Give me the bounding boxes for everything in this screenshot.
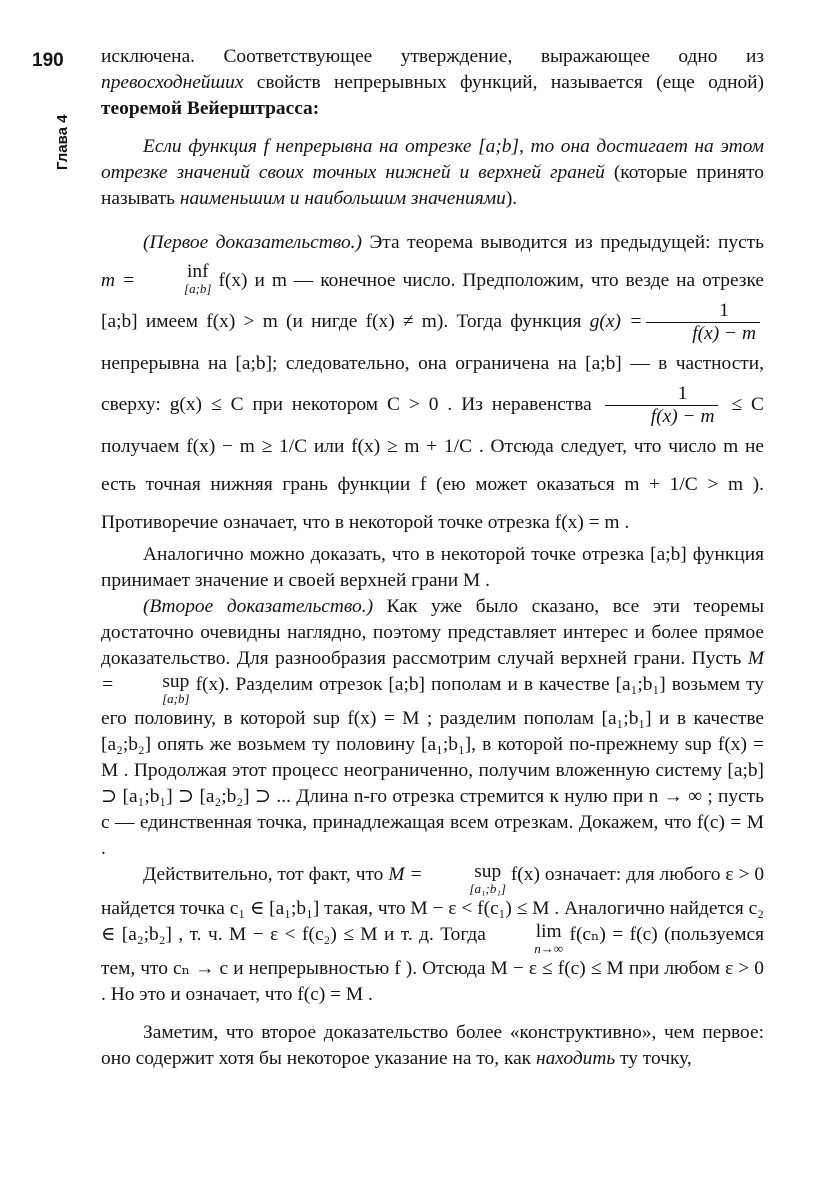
lim-operator xyxy=(492,922,563,956)
fraction xyxy=(646,300,760,345)
text-run: M = xyxy=(101,648,764,695)
text-run: Как уже было сказано, все эти теоремы достаточно очевидны наглядно, поэтому представляет интерес и более прямое доказательство. Для разнообразия рассмотрим случай верхней грани. Пусть xyxy=(101,596,764,669)
text-run: (Первое доказательство.) xyxy=(143,232,362,253)
text-run: [a;b] xyxy=(184,281,212,296)
text-run: f(x) и m — конечное число. Предположим, что везде на отрезке [a;b] имеем f(x) > m (и нигде f(x) ≠ m). Тогда функция xyxy=(101,270,764,332)
paragraph-indeed xyxy=(101,862,764,1008)
text-run: (Второе доказательство.) xyxy=(143,596,374,617)
text-run: Заметим, что второе доказательство более «конструктивно», чем первое: оно содержит хотя бы некоторое указание на то, как xyxy=(101,1022,764,1069)
text-run: n→∞ xyxy=(534,941,564,956)
fraction-numerator: 1 xyxy=(605,383,719,406)
fraction-denominator: f(x) − m xyxy=(692,323,756,344)
text-run: M = xyxy=(388,864,428,885)
page-text xyxy=(101,44,764,1072)
text-run: f(cₙ) = f(c) (пользуемся тем, что cₙ → c и непрерывностью f ). Отсюда M − ε ≤ f(c) ≤ M при любом ε > 0 . Но это и означает, что f(c) = M . xyxy=(101,924,764,1005)
text-run: sup xyxy=(474,861,502,882)
page-number: 190 xyxy=(32,50,64,71)
text-run: исключена. Соответствующее утверждение, выражающее одно из xyxy=(101,46,764,67)
paragraph-analogous: Аналогично можно доказать, что в некоторой точке отрезка [a;b] функция принимает значение и своей верхней грани M . xyxy=(101,544,764,591)
paragraph-proof-1 xyxy=(101,224,764,542)
sup-operator xyxy=(120,672,189,706)
text-run: свойств непрерывных функций, называется (еще одной) xyxy=(243,72,764,93)
text-run: Эта теорема выводится из предыдущей: пусть xyxy=(361,232,764,253)
text-run: lim xyxy=(535,921,562,942)
text-run: f(x) означает: для любого ε > 0 найдется точка c₁ ∈ [a₁;b₁] такая, что M − ε < f(c₁) ≤ M . Аналогично найдется c₂ ∈ [a₂;b₂] , т. ч. M − ε < f(c₂) ≤ M и т. д. Тогда xyxy=(101,864,765,945)
sup-operator xyxy=(427,862,506,896)
text-run: (которые принято называть xyxy=(101,162,764,209)
fraction-denominator: f(x) − m xyxy=(650,406,715,427)
text-run: m = xyxy=(101,270,143,291)
paragraph-proof-2 xyxy=(101,594,764,862)
text-run: [a;b] xyxy=(162,691,190,706)
text-run: непрерывна на [a;b]; следовательно, она ограничена на [a;b] — в частности, сверху: g(x) ≤ C при некотором C > 0 . Из неравенства xyxy=(101,353,764,415)
text-run: [a₁;b₁] xyxy=(469,881,506,896)
fraction-numerator: 1 xyxy=(646,300,760,323)
text-run: ту точку, xyxy=(615,1048,692,1069)
text-run: Если функция f непрерывна на отрезке [a;b], то она достигает на этом отрезке значений своих точных нижней и верхней граней xyxy=(101,136,764,183)
fraction xyxy=(605,383,719,428)
theorem-statement xyxy=(101,134,764,212)
text-run: f(x). Разделим отрезок [a;b] пополам и в качестве [a₁;b₁] возьмем ту его половину, в которой sup f(x) = M ; разделим пополам [a₁;b₁] и в качестве [a₂;b₂] опять же возьмем ту половину [a₁;b₁], в которой по-прежнему sup f(x) = M . Продолжая этот процесс неограниченно, получим вложенную систему [a;b] ⊃ [a₁;b₁] ⊃ [a₂;b₂] ⊃ ... Длина n-го отрезка стремится к нулю при n → ∞ ; пусть c — единственная точка, принадлежащая всем отрезкам. Докажем, что f(c) = M . xyxy=(101,674,764,859)
text-run: находить xyxy=(535,1048,616,1069)
text-run: превосходнейших xyxy=(101,72,244,93)
text-run: sup xyxy=(162,671,190,692)
text-run: inf xyxy=(186,261,209,282)
text-run: g(x) = xyxy=(589,310,643,332)
paragraph-intro xyxy=(101,44,764,122)
chapter-label: Глава 4 xyxy=(54,114,71,170)
paragraph-note xyxy=(101,1020,764,1072)
text-run: ≤ C получаем f(x) − m ≥ 1/C или f(x) ≥ m + 1/C . Отсюда следует, что число m не есть точная нижняя грань функции f (ею может оказаться m + 1/C > m ). Противоречие означает, что в некоторой точке отрезка f(x) = m . xyxy=(101,393,764,533)
theorem-name: теоремой Вейерштрасса: xyxy=(101,98,320,119)
inf-operator xyxy=(142,262,211,296)
text-run: наименьшим и наибольшим значениями xyxy=(179,188,506,209)
text-run: ). xyxy=(505,188,518,209)
text-run: Действительно, тот факт, что xyxy=(143,864,389,885)
